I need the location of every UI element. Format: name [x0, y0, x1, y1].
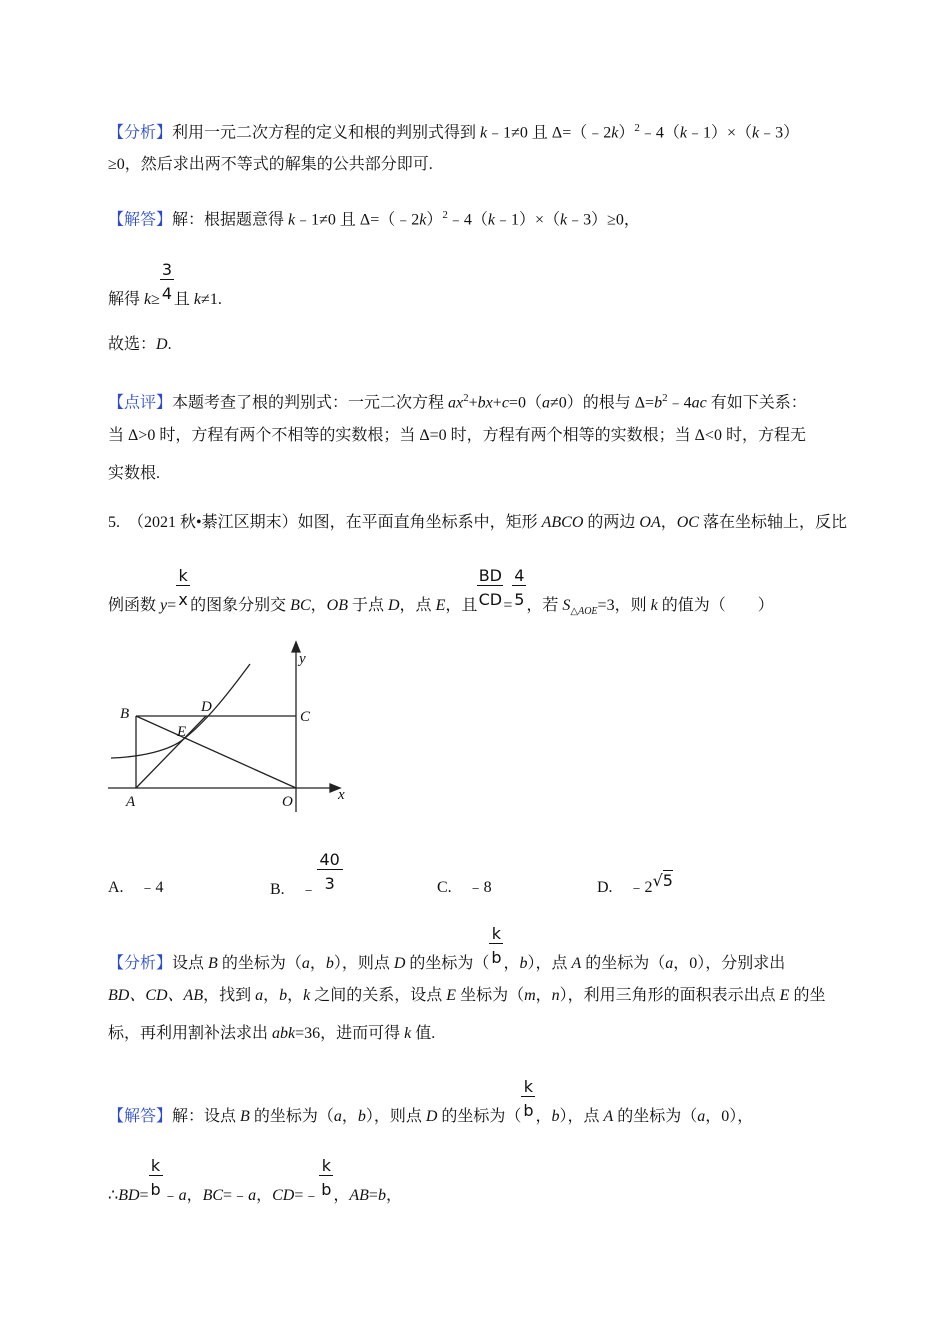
- var: b: [551, 1108, 560, 1125]
- text: =: [139, 1187, 149, 1204]
- denominator: 4: [161, 284, 172, 303]
- segment-bo: [136, 716, 296, 788]
- text: ，: [310, 597, 327, 614]
- text: ﹣4: [667, 394, 692, 412]
- text: =: [503, 597, 513, 614]
- numerator: k: [319, 1157, 333, 1176]
- label-x: x: [338, 787, 345, 803]
- text: 且: [173, 291, 194, 308]
- numerator: 40: [317, 851, 343, 870]
- var: b: [357, 1108, 366, 1125]
- q4-answer-line-1: [108, 205, 640, 230]
- text: ﹣1）×（: [687, 124, 753, 142]
- q4-analysis-line-2: ≥0，然后求出两不等式的解集的公共部分即可.: [108, 156, 433, 173]
- text: 的坐标为（: [217, 955, 302, 972]
- text: ﹣3）≥0，: [567, 211, 640, 229]
- label-E: E: [177, 724, 187, 740]
- q5-answer-line-2: [108, 1156, 402, 1206]
- var: b: [325, 955, 334, 972]
- numerator: 4: [514, 566, 525, 585]
- text: ），点: [559, 1108, 604, 1125]
- exponent: 2: [463, 392, 469, 404]
- text: =﹣: [294, 1187, 320, 1204]
- option-a[interactable]: A. ﹣4: [108, 879, 164, 896]
- q4-answer-line-2: [108, 260, 222, 310]
- q4-comment-line-1: [108, 388, 807, 413]
- text: ﹣1≠0 且 Δ=（﹣2: [487, 124, 612, 142]
- text: ﹣4（: [447, 211, 488, 229]
- q4-answer-line-3: [108, 335, 172, 355]
- text: D. ﹣2: [597, 879, 653, 896]
- var: k: [193, 291, 202, 308]
- exponent: 2: [662, 392, 668, 404]
- text: 解：设点: [172, 1108, 241, 1125]
- segment-ad: [136, 716, 206, 788]
- text: ﹣1）×（: [495, 211, 561, 229]
- subscript: △AOE: [570, 606, 598, 618]
- var: BD: [118, 1187, 140, 1204]
- text: ≠0）的根与 Δ=: [549, 394, 655, 412]
- answer-tag: 【解答】: [108, 1108, 173, 1125]
- text: +: [468, 394, 478, 412]
- text: ，若: [526, 597, 563, 614]
- label-D: D: [201, 699, 212, 715]
- var: k: [679, 124, 687, 142]
- var: a: [248, 1187, 257, 1204]
- var: BC: [290, 597, 311, 614]
- text: 有如下关系：: [706, 394, 807, 412]
- var: D: [387, 597, 400, 614]
- q5-stem-line-1: [108, 513, 847, 533]
- analysis-tag: 【分析】: [108, 955, 173, 972]
- text: ，: [186, 1187, 203, 1204]
- var: BD、CD、AB: [108, 987, 204, 1004]
- var: E: [435, 597, 446, 614]
- text: 例函数: [108, 597, 161, 614]
- var: ABCO: [541, 514, 584, 531]
- answer-tag: 【解答】: [108, 211, 173, 229]
- q4-comment-line-3: 实数根.: [108, 465, 161, 482]
- text: 解得: [108, 291, 145, 308]
- denominator: b: [321, 1180, 332, 1199]
- fraction-k-over-b: [149, 1156, 163, 1200]
- var: b: [654, 394, 663, 412]
- var: k: [560, 211, 568, 229]
- var: n: [551, 987, 560, 1004]
- var: b: [279, 987, 288, 1004]
- text: 的坐标为（: [405, 955, 490, 972]
- text: 于点: [347, 597, 388, 614]
- numerator: BD: [478, 566, 502, 585]
- text: ，点: [399, 597, 436, 614]
- var: E: [446, 987, 457, 1004]
- text: ，: [341, 1108, 358, 1125]
- text: ，: [503, 955, 520, 972]
- var: E: [779, 987, 790, 1004]
- var: a: [665, 955, 674, 972]
- var: B: [208, 955, 218, 972]
- var: abk: [272, 1025, 296, 1042]
- text: （2021 秋•綦江区期末）如图，在平面直角坐标系中，矩形: [128, 514, 542, 531]
- text: ≠1.: [201, 291, 222, 308]
- var: a: [697, 1108, 706, 1125]
- fraction-k-over-b: [319, 1156, 333, 1200]
- exponent: 2: [442, 209, 448, 221]
- therefore-symbol: ∴: [108, 1187, 119, 1204]
- var: k: [404, 1025, 412, 1042]
- text: 故选：: [108, 336, 157, 353]
- text: ，0），分别求出: [673, 955, 786, 972]
- label-C: C: [300, 709, 311, 725]
- numerator: k: [149, 1157, 163, 1176]
- radicand: 5: [662, 871, 673, 890]
- denominator: 3: [324, 874, 335, 893]
- var: b: [519, 955, 528, 972]
- var: a: [541, 394, 550, 412]
- fraction-bd-over-cd: [477, 566, 503, 610]
- question-number: 5.: [108, 514, 120, 531]
- var: m: [524, 987, 536, 1004]
- fraction-k-over-b: [489, 924, 503, 968]
- text: 的坐标为（: [437, 1108, 522, 1125]
- var: a: [301, 955, 310, 972]
- var: ac: [691, 394, 707, 412]
- text: 利用一元二次方程的定义和根的判别式得到: [172, 124, 481, 142]
- text: ），则点: [365, 1108, 426, 1125]
- text: ），点: [527, 955, 572, 972]
- geometry-figure: [100, 640, 360, 820]
- text: ，: [660, 514, 677, 531]
- var: D: [393, 955, 406, 972]
- fraction-40-over-3: [317, 850, 343, 894]
- fraction: [160, 260, 174, 304]
- text: ，: [263, 987, 280, 1004]
- text: ），利用三角形的面积表示出点: [559, 987, 780, 1004]
- label-B: B: [120, 706, 130, 722]
- var: a: [255, 987, 264, 1004]
- text: 解：根据题意得: [172, 211, 289, 229]
- var: k: [650, 597, 658, 614]
- text: ，: [287, 987, 304, 1004]
- text: ，找到: [203, 987, 256, 1004]
- text: 本题考查了根的判别式：一元二次方程: [172, 394, 449, 412]
- var: B: [240, 1108, 250, 1125]
- text: 设点: [172, 955, 209, 972]
- text: 坐标为（: [456, 987, 525, 1004]
- hyperbola-curve: [111, 664, 250, 758]
- var: A: [603, 1108, 614, 1125]
- var: bx: [477, 394, 493, 412]
- text: ﹣4（: [639, 124, 680, 142]
- var: k: [487, 211, 495, 229]
- denominator: b: [491, 948, 502, 967]
- var: b: [377, 1187, 386, 1204]
- numerator: k: [176, 567, 190, 586]
- var: k: [480, 124, 488, 142]
- var: k: [288, 211, 296, 229]
- text: ，: [309, 955, 326, 972]
- q5-analysis-line-1: [108, 924, 786, 974]
- text: 的坐标为（: [581, 955, 666, 972]
- text: ，: [333, 1187, 350, 1204]
- denominator: CD: [478, 590, 503, 609]
- fraction-4-over-5: [512, 566, 526, 610]
- denominator: b: [150, 1180, 161, 1199]
- text: =0（: [508, 394, 542, 412]
- q4-analysis-line-1: [108, 118, 799, 143]
- text: ）: [618, 124, 635, 142]
- var: A: [571, 955, 582, 972]
- var: y: [160, 597, 168, 614]
- var: k: [144, 291, 152, 308]
- fraction-k-over-b: [521, 1077, 535, 1121]
- text: 标，再利用割补法求出: [108, 1025, 273, 1042]
- numerator: k: [489, 925, 503, 944]
- text: 之间的关系，设点: [310, 987, 447, 1004]
- label-O: O: [282, 794, 293, 810]
- text: ，: [385, 1187, 402, 1204]
- text: =: [368, 1187, 378, 1204]
- var: OC: [676, 514, 699, 531]
- text: 的值为（ ）: [657, 597, 774, 614]
- option-c[interactable]: C. ﹣8: [437, 879, 492, 896]
- var: c: [501, 394, 509, 412]
- option-b[interactable]: [270, 850, 343, 899]
- q5-stem-line-2: [108, 566, 774, 622]
- text: +: [492, 394, 502, 412]
- q4-comment-line-2: 当 Δ>0 时，方程有两个不相等的实数根；当 Δ=0 时，方程有两个相等的实数根；当 Δ<0 时，方程无: [108, 427, 806, 444]
- text: 的坐标为（: [613, 1108, 698, 1125]
- var: ax: [448, 394, 464, 412]
- var: k: [752, 124, 760, 142]
- var: a: [333, 1108, 342, 1125]
- label-A: A: [126, 794, 136, 810]
- exponent: 2: [634, 122, 640, 134]
- text: ﹣: [162, 1187, 179, 1204]
- var: k: [303, 987, 311, 1004]
- label-y: y: [299, 651, 306, 667]
- text: ），则点: [333, 955, 394, 972]
- q5-analysis-line-2: [108, 986, 825, 1006]
- var: OB: [326, 597, 348, 614]
- var: S: [562, 597, 571, 614]
- denominator: x: [178, 590, 188, 609]
- text: 值.: [411, 1025, 436, 1042]
- numerator: k: [521, 1078, 535, 1097]
- choice: D: [156, 336, 168, 353]
- text: ，且: [445, 597, 478, 614]
- text: .: [167, 336, 172, 353]
- var: BC: [202, 1187, 224, 1204]
- text: ，: [535, 1108, 552, 1125]
- text: =36，进而可得: [295, 1025, 405, 1042]
- sqrt-icon: √: [652, 871, 663, 890]
- text: 的坐: [789, 987, 826, 1004]
- text: 的图象分别交: [190, 597, 291, 614]
- q5-answer-line-1: [108, 1077, 754, 1127]
- text: ，: [535, 987, 552, 1004]
- var: k: [419, 211, 427, 229]
- text: =3，则: [597, 597, 651, 614]
- text: 的两边: [583, 514, 640, 531]
- text: ）: [426, 211, 443, 229]
- var: D: [425, 1108, 438, 1125]
- comment-tag: 【点评】: [108, 394, 173, 412]
- denominator: b: [523, 1101, 534, 1120]
- text: B. ﹣: [270, 881, 317, 898]
- text: ，0），: [705, 1108, 754, 1125]
- text: ﹣1≠0 且 Δ=（﹣2: [295, 211, 420, 229]
- text: =﹣: [223, 1187, 249, 1204]
- text: 的坐标为（: [249, 1108, 334, 1125]
- text: 落在坐标轴上，反比: [698, 514, 847, 531]
- denominator: 5: [514, 590, 525, 609]
- fraction-k-over-x: [176, 566, 190, 610]
- text: ≥: [151, 291, 160, 308]
- var: k: [611, 124, 619, 142]
- text: =: [167, 597, 177, 614]
- analysis-tag: 【分析】: [108, 124, 173, 142]
- var: OA: [639, 514, 661, 531]
- option-d[interactable]: [597, 871, 673, 897]
- numerator: 3: [161, 260, 172, 279]
- q5-analysis-line-3: [108, 1024, 435, 1044]
- text: ﹣3）: [759, 124, 800, 142]
- text: ，: [256, 1187, 273, 1204]
- var: a: [178, 1187, 187, 1204]
- var: CD: [272, 1187, 295, 1204]
- var: AB: [349, 1187, 369, 1204]
